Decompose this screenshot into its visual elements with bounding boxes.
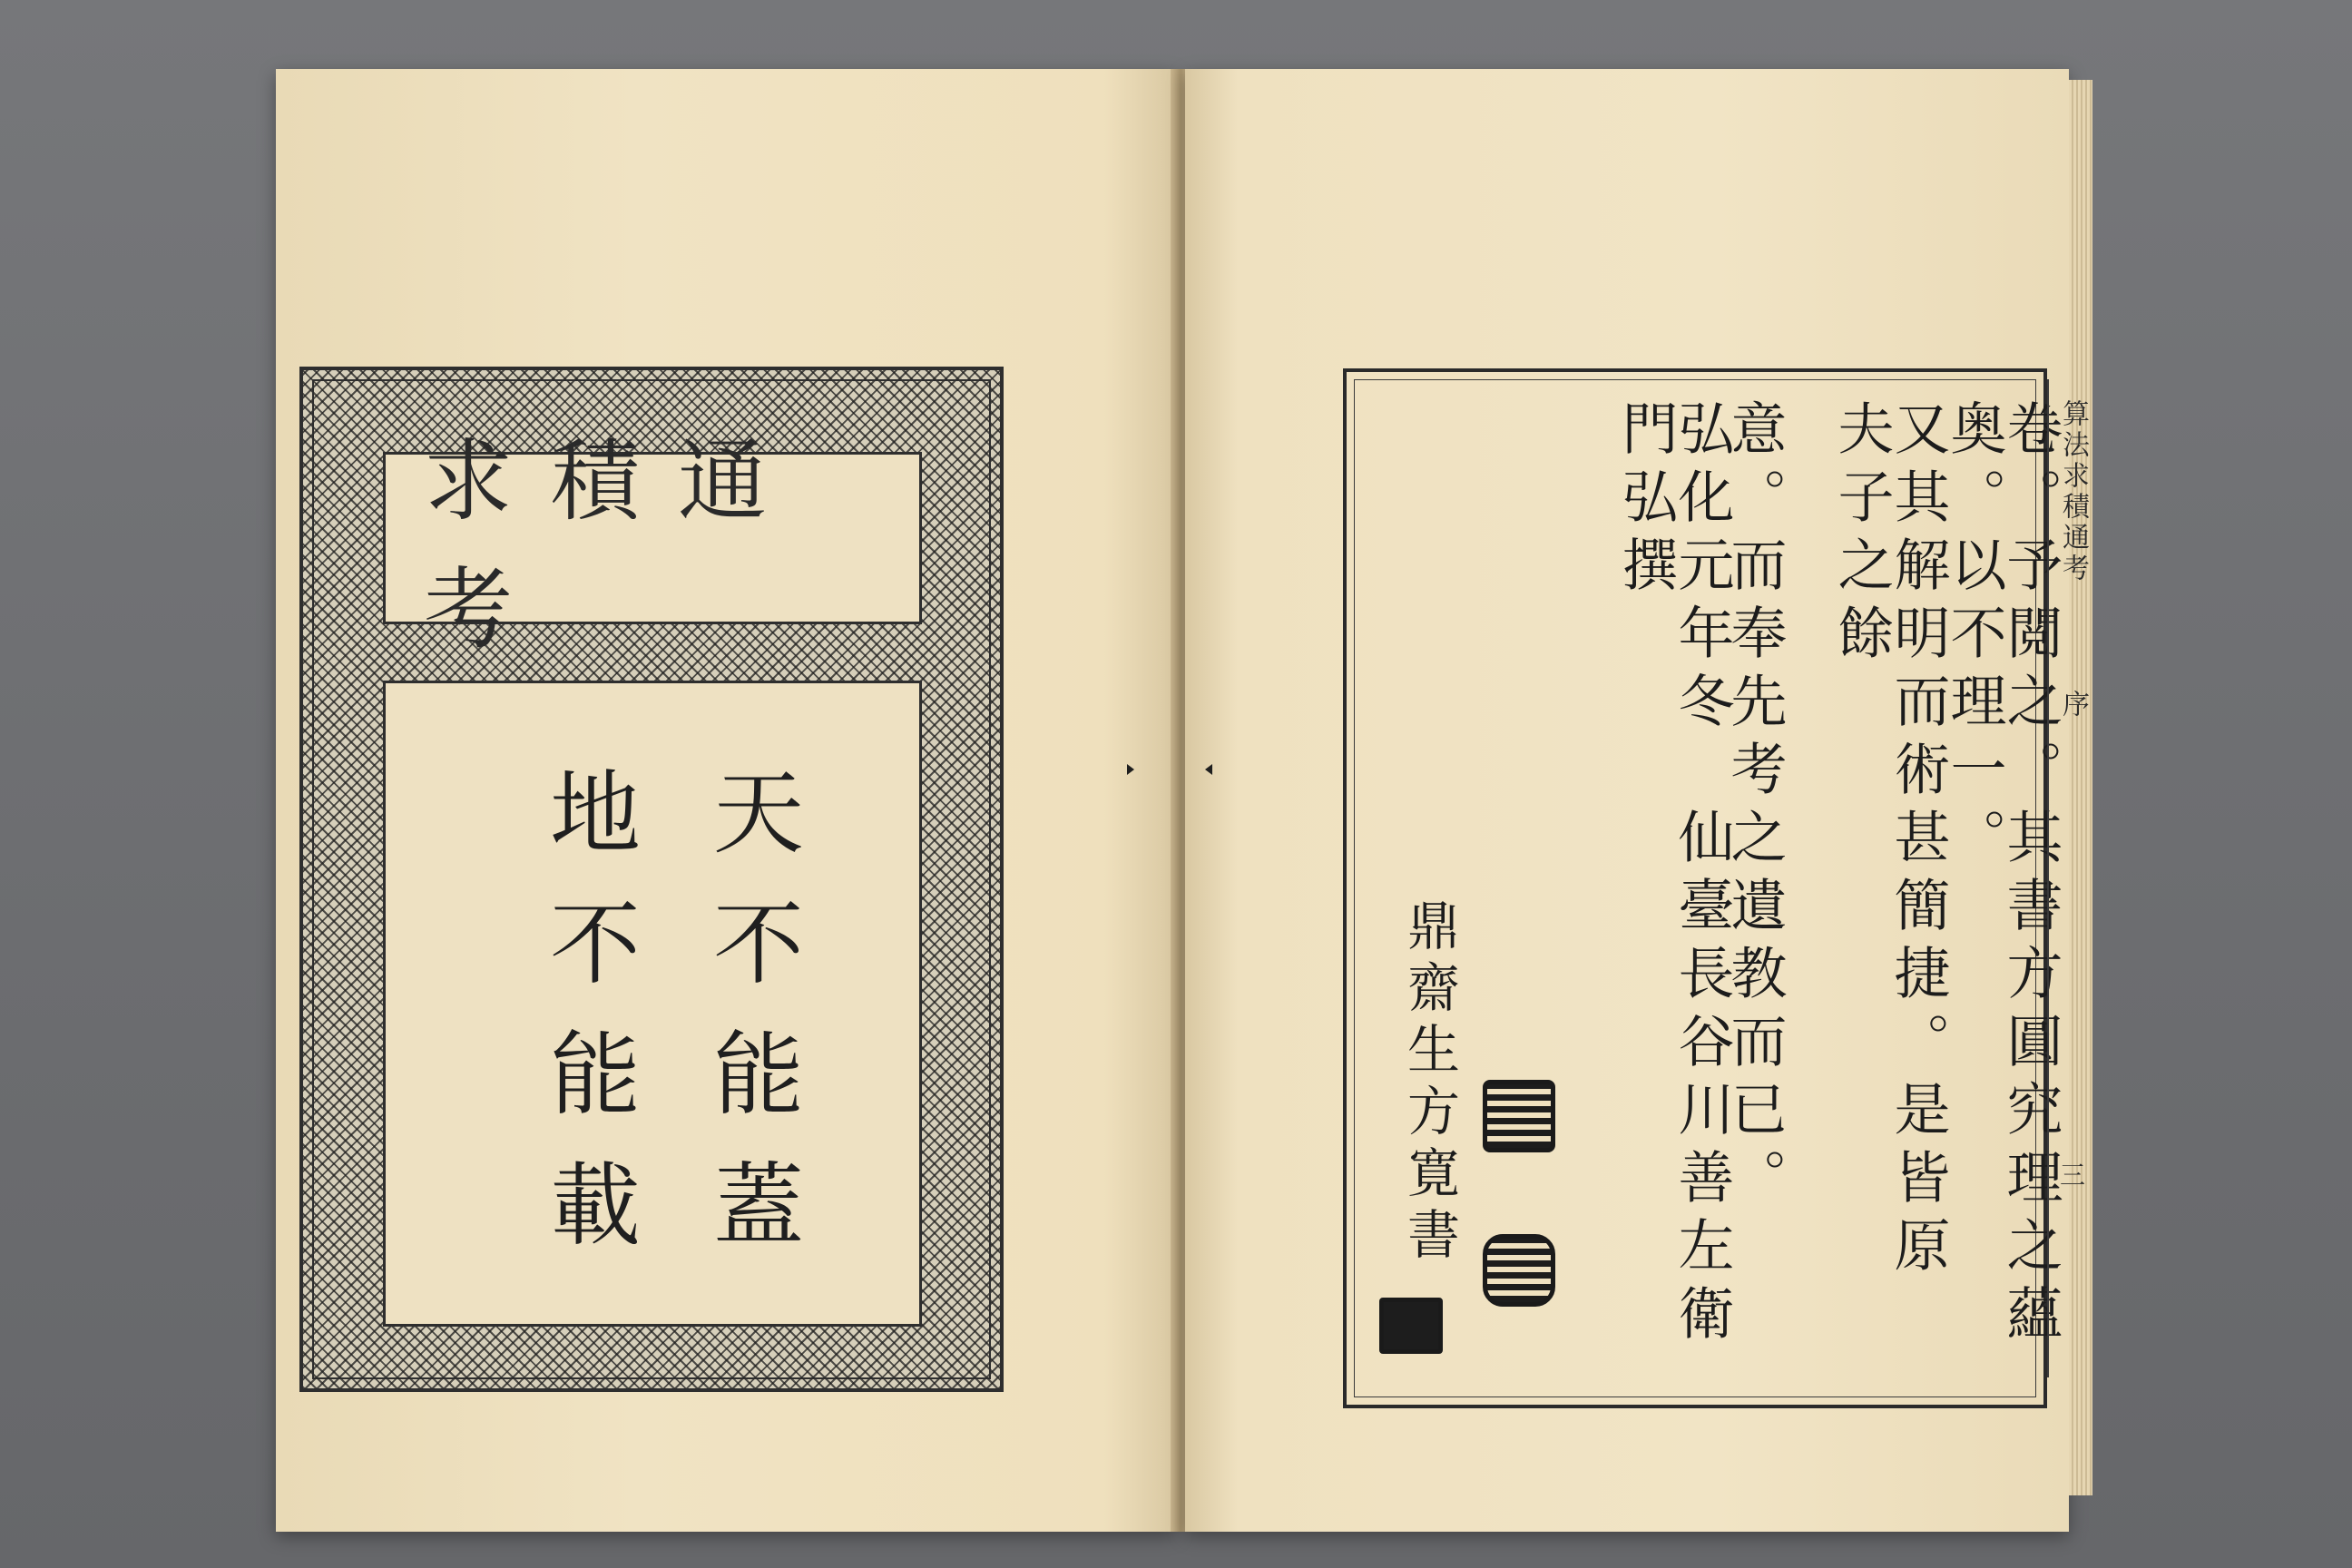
calligrapher-seal-icon <box>1379 1298 1443 1354</box>
margin-section-label: 序 <box>2057 690 2089 717</box>
motto-line-1: 天不能蓋 <box>698 765 804 1288</box>
preface-column-2: 又其解明而術甚簡捷。是皆原 夫子之餘 <box>1828 399 1951 1352</box>
motto-panel <box>383 681 922 1327</box>
margin-page-number: 三 <box>2056 1161 2086 1187</box>
author-seal-icon <box>1483 1080 1555 1152</box>
calligrapher-signature: 鼎齋生方寛書 <box>1398 898 1460 1269</box>
title-cartouche <box>383 430 922 662</box>
preface-column-3: 意。而奉先考之遺教而已。 <box>1721 399 1788 1216</box>
margin-book-title: 算法求積通考 <box>2057 399 2089 584</box>
motto-line-2: 地不能載 <box>534 765 641 1288</box>
preface-column-4: 弘化元年冬 仙臺長谷川善左衛門弘撰 <box>1612 399 1735 1352</box>
preface-column-1: 卷。予閲之。其書方圓究理之蘊奥。以不理一。 <box>1941 399 2063 1352</box>
preface-frame <box>1343 368 2063 1408</box>
book-title: 求積通考 <box>424 430 806 662</box>
author-seal-round-icon <box>1483 1234 1555 1307</box>
title-page-frame <box>299 367 1004 1392</box>
